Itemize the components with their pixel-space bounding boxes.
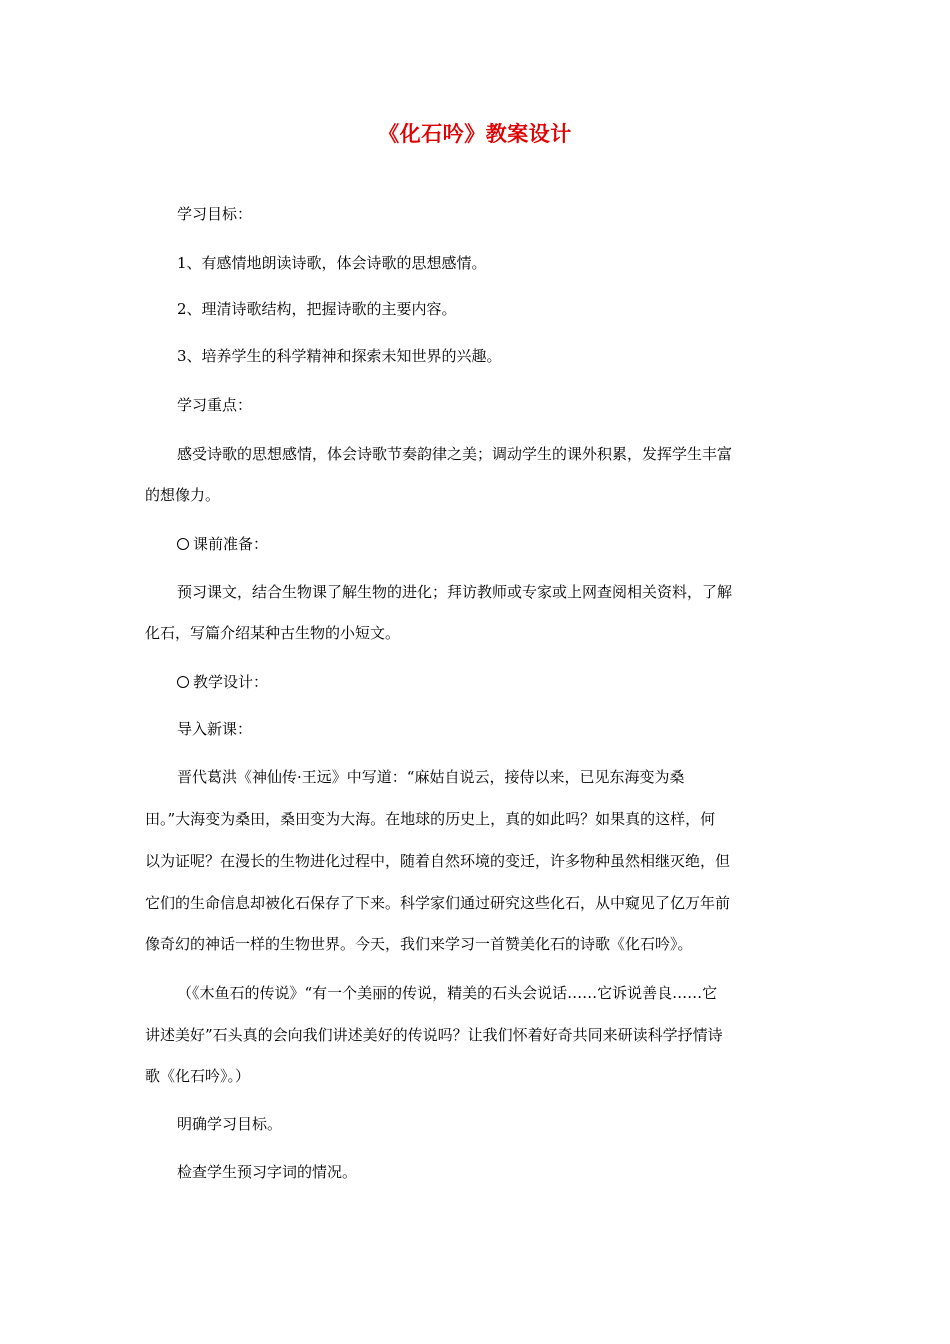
paragraph-line: 以为证呢？在漫长的生物进化过程中，随着自然环境的变迁，许多物种虽然相继灭绝，但 — [145, 852, 731, 870]
paragraph-line: 田。”大海变为桑田，桑田变为大海。在地球的历史上，真的如此吗？如果真的这样，何 — [145, 810, 716, 828]
paragraph-line: 晋代葛洪《神仙传·王远》中写道：“麻姑自说云，接侍以来，已见东海变为桑 — [177, 768, 685, 786]
paragraph-line: 化石，写篇介绍某种古生物的小短文。 — [145, 624, 401, 642]
circle-bullet-icon — [177, 538, 189, 550]
objective-3: 3、培养学生的科学精神和探索未知世界的兴趣。 — [177, 347, 502, 365]
paragraph-line: 像奇幻的神话一样的生物世界。今天，我们来学习一首赞美化石的诗歌《化石吟》。 — [145, 935, 693, 953]
section-heading-label: 课前准备： — [193, 535, 269, 553]
section-heading-objectives: 学习目标： — [177, 205, 253, 223]
paragraph-line: 讲述美好”石头真的会向我们讲述美好的传说吗？让我们怀着好奇共同来研读科学抒情诗 — [145, 1026, 723, 1044]
paragraph-line: 明确学习目标。 — [177, 1115, 283, 1133]
circle-bullet-icon — [177, 676, 189, 688]
paragraph-line: 检查学生预习字词的情况。 — [177, 1163, 358, 1181]
objective-1: 1、有感情地朗读诗歌，体会诗歌的思想感情。 — [177, 254, 487, 272]
objective-2: 2、理清诗歌结构，把握诗歌的主要内容。 — [177, 300, 457, 318]
document-title: 《化石吟》教案设计 — [378, 122, 572, 146]
paragraph-line: 预习课文，结合生物课了解生物的进化；拜访教师或专家或上网查阅相关资料，了解 — [177, 583, 733, 601]
paragraph-line: 歌《化石吟》。） — [145, 1067, 251, 1085]
section-heading-teaching-design — [177, 672, 268, 692]
paragraph-line: 它们的生命信息却被化石保存了下来。科学家们通过研究这些化石，从中窥见了亿万年前 — [145, 894, 731, 912]
paragraph-line: 的想像力。 — [145, 486, 221, 504]
section-heading-focus: 学习重点： — [177, 396, 253, 414]
subheading-introduction: 导入新课： — [177, 720, 253, 738]
paragraph-line: 感受诗歌的思想感情，体会诗歌节奏韵律之美；调动学生的课外积累，发挥学生丰富 — [177, 445, 733, 463]
section-heading-preparation — [177, 534, 268, 554]
section-heading-label: 教学设计： — [193, 673, 269, 691]
paragraph-line: （《木鱼石的传说》“有一个美丽的传说，精美的石头会说话……它诉说善良……它 — [177, 984, 718, 1002]
